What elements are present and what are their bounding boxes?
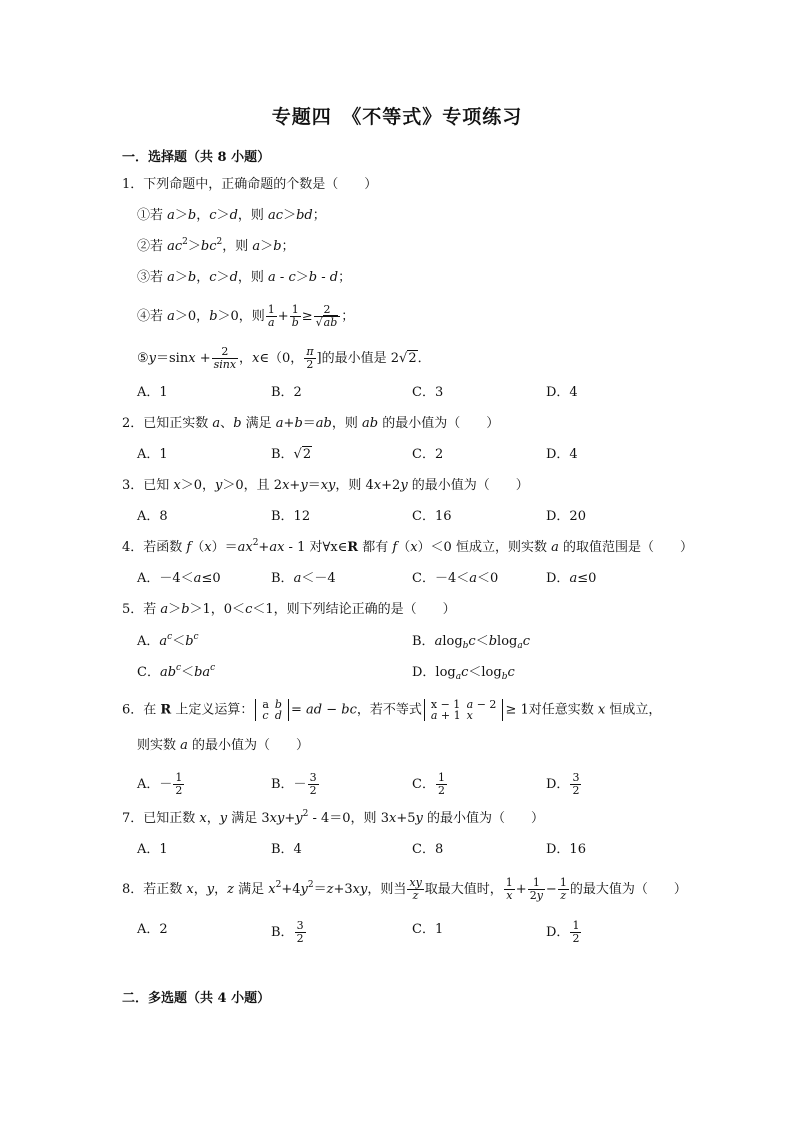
q8-option-d: D． $\frac{1}{2}$ xyxy=(546,919,580,945)
q3-option-d: D．20 xyxy=(546,509,586,524)
q5-stem: 5．若 a＞b＞1，0＜c＜1，则下列结论正确的是（ ） xyxy=(122,602,456,617)
section-title-choice: 一．选择题（共 8 小题） xyxy=(122,150,271,165)
q6-option-d: D． $\frac{3}{2}$ xyxy=(546,771,580,797)
q2-option-a: A．1 xyxy=(137,447,168,462)
q5-option-d: D．$\log_ac<\log_bc$ xyxy=(412,665,515,682)
q2-option-b: B．√2 xyxy=(271,447,312,462)
q6-option-b: B．－ $\frac{3}{2}$ xyxy=(271,771,317,797)
q6-stem-continued: 则实数 a 的最小值为（ ） xyxy=(137,738,310,753)
q1-stem: 1．下列命题中，正确命题的个数是（ ） xyxy=(122,177,378,192)
q1-option-b: B．2 xyxy=(271,385,302,400)
q8-stem: 8．若正数 x，y，z 满足 $x^2+4y^2=z+3xy$，则当 $\frac{xy}{z}$ 取最大值时， $\frac{1}{x}$ + $\frac{1}{2y}$ − $\frac{1}{z}$ 的最大值为（ ） xyxy=(122,876,687,902)
q5-option-a: A．$a^c<b^c$ xyxy=(137,632,199,649)
q3-option-c: C．16 xyxy=(412,509,452,524)
q5-option-b: B．alog$_b$c＜blog$_a$c xyxy=(412,634,530,651)
q4-option-c: C．－4＜a＜0 xyxy=(412,571,499,586)
q3-option-b: B．12 xyxy=(271,509,311,524)
q1-statement-5: ⑤y＝sinx + $\frac{2}{\sin x}$ ，x∈（0， $\frac{\pi}{2}$ ]的最小值是 2√2． xyxy=(137,345,431,371)
q6-option-c: C． $\frac{1}{2}$ xyxy=(412,771,445,797)
q8-option-c: C．1 xyxy=(412,922,444,937)
q1-statement-4: ④若 a＞0，b＞0，则 $\frac{1}{a}$ + $\frac{1}{b}$ ≥ $\frac{2}{√ab}$ ； xyxy=(137,303,355,329)
q2-option-c: C．2 xyxy=(412,447,444,462)
q4-option-a: A．－4＜a≤0 xyxy=(137,571,221,586)
q1-option-d: D．4 xyxy=(546,385,578,400)
q7-stem: 7．已知正数 x，y 满足 $3xy+y^2 - 4=0$，则 3x+5y 的最小值为（ ） xyxy=(122,809,544,826)
q4-stem: 4．若函数 $f(x)=ax^2+ax - 1$ 对∀x∈R 都有 f（x）＜0 恒成立，则实数 a 的取值范围是（ ） xyxy=(122,538,693,555)
q7-option-c: C．8 xyxy=(412,842,444,857)
q5-option-c: C．$ab^c<ba^c$ xyxy=(137,663,216,680)
q4-option-d: D．a≤0 xyxy=(546,571,597,586)
q7-option-d: D．16 xyxy=(546,842,586,857)
q4-option-b: B．a＜－4 xyxy=(271,571,336,586)
q1-option-a: A．1 xyxy=(137,385,168,400)
q7-option-a: A．1 xyxy=(137,842,168,857)
q2-option-d: D．4 xyxy=(546,447,578,462)
q8-option-a: A．2 xyxy=(137,922,168,937)
q1-option-c: C．3 xyxy=(412,385,444,400)
q8-option-b: B． $\frac{3}{2}$ xyxy=(271,919,304,945)
q1-statement-2: ②若 $ac^2>bc^2$，则 a＞b； xyxy=(137,237,295,254)
q1-statement-3: ③若 a＞b，c＞d，则 a - c＞b - d； xyxy=(137,270,352,285)
page-title: 专题四 《不等式》专项练习 xyxy=(271,106,523,128)
q7-option-b: B．4 xyxy=(271,842,302,857)
q1-statement-1: ①若 a＞b，c＞d，则 ac＞bd； xyxy=(137,208,326,223)
section-title-multi: 二．多选题（共 4 小题） xyxy=(122,991,271,1006)
q3-option-a: A．8 xyxy=(137,509,168,524)
q6-stem: 6．在 R 上定义运算： a b c d = ad − bc，若不等式 x − 1 a − 2 a + 1 x ≥ 1对任意实数 x 恒成立， xyxy=(122,698,662,722)
q2-stem: 2．已知正实数 a、b 满足 a+b＝ab，则 ab 的最小值为（ ） xyxy=(122,416,500,431)
q6-option-a: A．－ $\frac{1}{2}$ xyxy=(137,771,183,797)
q3-stem: 3．已知 x＞0，y＞0，且 2x+y＝xy，则 4x+2y 的最小值为（ ） xyxy=(122,478,529,493)
